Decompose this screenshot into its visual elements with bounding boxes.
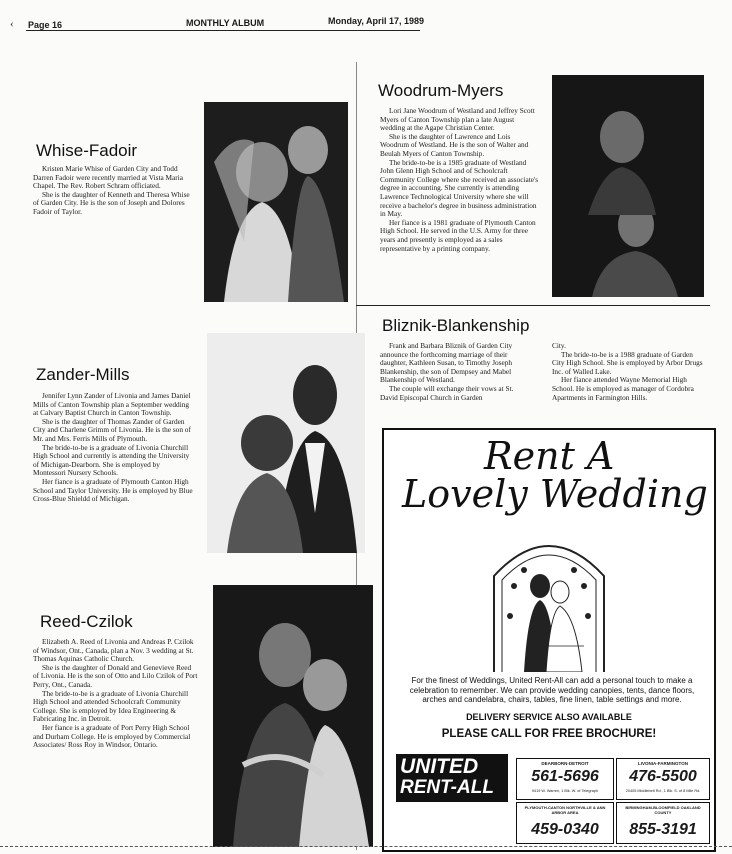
location-birmingham-bloomfield: [616, 802, 710, 844]
story-paragraph: Elizabeth A. Reed of Livonia and Andreas P. Czilok of Windsor, Ont., Canada, plan a Nov. 3 wedding at St. Thomas Aquinas Catholic Church.: [33, 637, 194, 664]
story-bliznik-right: [552, 342, 704, 402]
location-label: LIVONIA-FARMINGTON: [638, 761, 688, 766]
story-paragraph: Jennifer Lynn Zander of Livonia and James Daniel Mills of Canton Township plan a September wedding at Calvary Baptist Church in Canton Township.: [33, 391, 191, 418]
ad-delivery-note: DELIVERY SERVICE ALSO AVAILABLE: [466, 712, 632, 722]
location-address: 9419 W. Warren, 1 Blk. W. of Telegraph: [531, 789, 599, 793]
story-woodrum-myers: [380, 107, 540, 253]
headline-woodrum-myers: Woodrum-Myers: [378, 81, 504, 100]
story-paragraph: She is the daughter of Thomas Zander of Garden City and Charlene Grimm of Livonia. He is the son of Mr. and Mrs. Ferris Mills of Plymouth.: [33, 416, 191, 443]
story-paragraph: She is the daughter of Donald and Genevieve Reed of Livonia. He is the son of Otto and Lilo Czilok of Port Perry, Ont., Canada.: [33, 662, 198, 689]
photo-woodrum-myers: [552, 75, 704, 297]
phone-number[interactable]: 476-5500: [629, 768, 697, 785]
logo-line-2: RENT-ALL: [400, 777, 494, 798]
story-paragraph: The bride-to-be is a graduate of Livonia Churchill High School and currently is attending the University of Michigan-Dearborn. She is employed by Montessori Nursery Schools.: [33, 442, 190, 478]
ad-title-line2: Lovely Wedding: [402, 472, 708, 516]
location-address: 20405 Middlebelt Rd., 1 Blk. S. of 8 Mile Rd.: [625, 789, 701, 793]
story-paragraph: The bride-to-be is a 1988 graduate of Garden City High School. She is employed by Arbor Drugs Inc. of Walled Lake.: [552, 349, 703, 376]
photo-zander-mills: [207, 333, 365, 553]
ad-title-line1: Rent A: [484, 434, 615, 478]
story-reed-czilok: [33, 638, 198, 750]
story-whise-fadoir: [33, 165, 193, 217]
page-turn-arrow: ‹: [10, 18, 14, 30]
section-title: MONTHLY ALBUM: [186, 18, 265, 28]
story-paragraph: Kristen Marie Whise of Garden City and Todd Darren Fadoir were recently married at Vista Maria Chapel. The Rev. Robert Schram officiated.: [33, 164, 183, 191]
rent-all-advertisement: [382, 428, 716, 852]
wedding-couple-illustration: [484, 526, 614, 672]
story-paragraph: Her fiance is a graduate of Plymouth Canton High School and Taylor University. He is employed by Blue Cross-Blue Shieldd of Michigan.: [33, 476, 193, 504]
bottom-edge-rule: [0, 846, 732, 847]
story-paragraph: She is the daughter of Kenneth and Theresa Whise of Garden City. He is the son of Joseph and Dolores Fadoir of Taylor.: [33, 189, 190, 216]
headline-whise-fadoir: Whise-Fadoir: [36, 141, 138, 160]
location-plymouth-canton: [516, 802, 614, 844]
location-label: BIRMINGHAM-BLOOMFIELD OAKLAND COUNTY: [625, 805, 701, 815]
story-paragraph: Her fiance is a graduate of Port Perry High School and Durham College. He is employed by Commercial Associates/ Ross Roy in Windsor, Ontario.: [33, 722, 191, 750]
logo-line-1: UNITED: [400, 755, 479, 778]
phone-number[interactable]: 561-5696: [531, 768, 599, 785]
headline-reed-czilok: Reed-Czilok: [40, 612, 133, 631]
page-number: Page 16: [28, 20, 63, 30]
story-paragraph: Her fiance is a 1981 graduate of Plymouth Canton High School. He served in the U.S. Army for three years and presently is employed as a sales representative by a printing company.: [380, 217, 536, 253]
story-paragraph: Frank and Barbara Bliznik of Garden City announce the forthcoming marriage of their daughter, Kathleen Susan, to Timothy Joseph Blankenship, the son of Dempsey and Mabel Blankenship of Westland.: [380, 341, 513, 385]
story-paragraph: Lori Jane Woodrum of Westland and Jeffrey Scott Myers of Canton Township plan a late August wedding at the Agape Christian Center.: [380, 106, 535, 133]
story-paragraph: The bride-to-be is a graduate of Livonia Churchill High School and attended Schoolcraft Community College. She is employed by Idea Engineering & Fabricating Inc. in Detroit.: [33, 688, 189, 724]
location-dearborn-detroit: [516, 758, 614, 800]
location-livonia-farmington: [616, 758, 710, 800]
united-rent-all-logo: [396, 754, 508, 802]
ad-call-to-action: PLEASE CALL FOR FREE BROCHURE!: [441, 728, 657, 740]
headline-zander-mills: Zander-Mills: [36, 365, 130, 384]
ad-body-text: For the finest of Weddings, United Rent-All can add a personal touch to make a celebration to remember. We can provide wedding canopies, tents, dance floors, arches and candelabra, chairs, tables, fine linen, table settings and more.: [409, 676, 695, 705]
story-paragraph: The bride-to-be is a 1985 graduate of Westland John Glenn High School and of Schoolcraft Community College where she received an associate's degree in accounting. She currently is attending Lawrence Technological University where she will receive a bachelor's degree in business administration in May.: [380, 157, 539, 219]
phone-number[interactable]: 459-0340: [531, 821, 599, 838]
story-paragraph: Her fiance attended Wayne Memorial High School. He is employed as manager of Cordobra Apartments in Farmington Hills.: [552, 375, 694, 402]
story-paragraph: She is the daughter of Lawrence and Lois Woodrum of Westland. He is the son of Walter and Beulah Myers of Canton Township.: [380, 131, 529, 158]
phone-number[interactable]: 855-3191: [629, 821, 697, 838]
story-zander-mills: [33, 392, 193, 504]
story-paragraph: City.: [552, 341, 566, 350]
photo-reed-czilok: [213, 585, 373, 847]
story-bliznik-left: [380, 342, 530, 402]
story-paragraph: The couple will exchange their vows at St. David Episcopal Church in Garden: [380, 383, 514, 402]
section-divider-right: [356, 305, 710, 306]
issue-date: Monday, April 17, 1989: [328, 16, 425, 26]
headline-bliznik-blankenship: Bliznik-Blankenship: [382, 316, 530, 335]
photo-whise-fadoir: [204, 102, 348, 302]
location-label: PLYMOUTH-CANTON NORTHVILLE & ANN ARBOR AREA: [524, 805, 606, 815]
masthead-rule: [26, 30, 420, 31]
location-label: DEARBORN-DETROIT: [541, 761, 589, 766]
